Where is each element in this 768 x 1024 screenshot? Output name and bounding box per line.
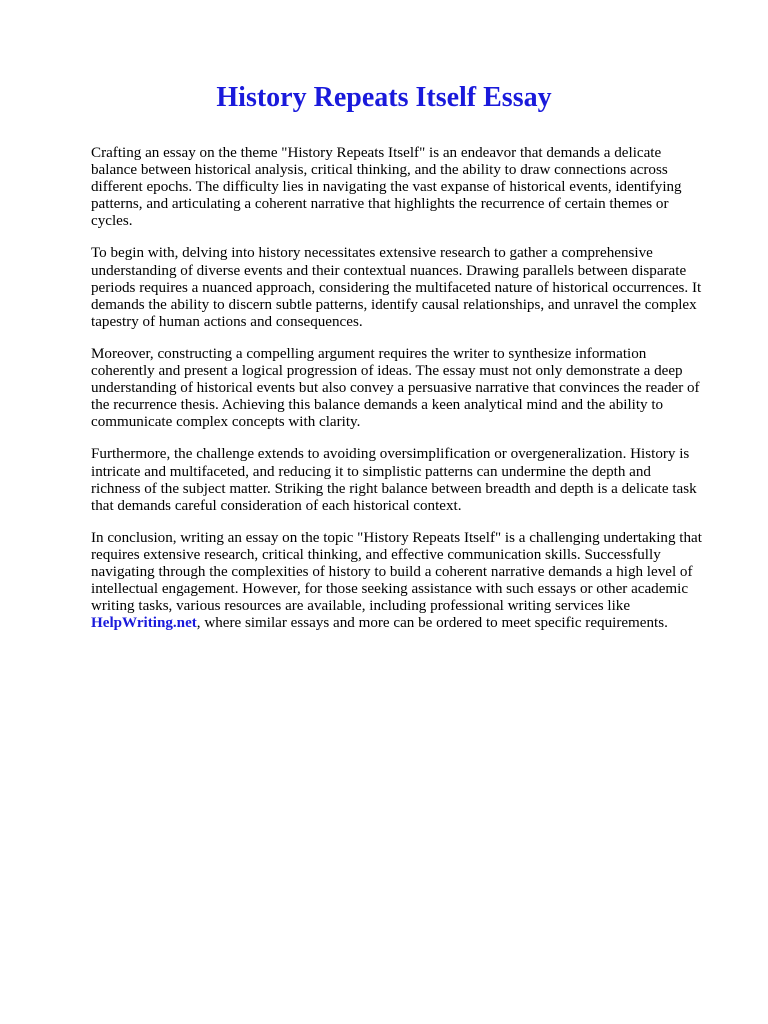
text-line: balance between historical analysis, critical thinking, and the ability to draw connections across <box>91 162 668 179</box>
text-line-with-link <box>91 615 731 632</box>
text-line: writing tasks, various resources are available, including professional writing services like <box>91 598 631 615</box>
paragraph-3 <box>91 346 731 431</box>
text-line: intellectual engagement. However, for those seeking assistance with such essays or other academic <box>91 581 689 598</box>
text-line: that demands careful consideration of each historical context. <box>91 497 462 514</box>
paragraph-5 <box>91 530 731 633</box>
text-line: In conclusion, writing an essay on the topic "History Repeats Itself" is a challenging undertaking that <box>91 529 702 546</box>
text-line: different epochs. The difficulty lies in navigating the vast expanse of historical events, identifying <box>91 179 682 196</box>
text-line: periods requires a nuanced approach, considering the multifaceted nature of historical occurrences. It <box>91 279 702 296</box>
paragraph-2 <box>91 245 731 330</box>
essay-body <box>91 145 731 647</box>
text-line: the recurrence thesis. Achieving this balance demands a keen analytical mind and the ability to <box>91 397 664 414</box>
text-line: Moreover, constructing a compelling argument requires the writer to synthesize information <box>91 345 647 362</box>
text-line: understanding of historical events but also convey a persuasive narrative that convinces the reader of <box>91 380 700 397</box>
text-line: coherently and present a logical progression of ideas. The essay must not only demonstrate a deep <box>91 363 683 380</box>
text-line: requires extensive research, critical thinking, and effective communication skills. Successfully <box>91 546 661 563</box>
text-line: demands the ability to discern subtle patterns, identify causal relationships, and unravel the complex <box>91 296 697 313</box>
text-line: cycles. <box>91 213 133 230</box>
text-line: patterns, and articulating a coherent narrative that highlights the recurrence of certain themes or <box>91 196 669 213</box>
text-line: richness of the subject matter. Striking the right balance between breadth and depth is a delicate task <box>91 480 697 497</box>
text-line: Furthermore, the challenge extends to avoiding oversimplification or overgeneralization. History is <box>91 446 690 463</box>
text-line: intricate and multifaceted, and reducing it to simplistic patterns can undermine the depth and <box>91 463 651 480</box>
paragraph-4 <box>91 446 731 514</box>
text-line: To begin with, delving into history necessitates extensive research to gather a comprehensive <box>91 245 653 262</box>
text-line: understanding of diverse events and their contextual nuances. Drawing parallels between disparate <box>91 262 687 279</box>
helpwriting-link[interactable]: HelpWriting.net <box>91 615 197 632</box>
text-line: Crafting an essay on the theme "History Repeats Itself" is an endeavor that demands a delicate <box>91 145 662 161</box>
text-line: communicate complex concepts with clarity. <box>91 414 361 431</box>
page-title: History Repeats Itself Essay <box>216 82 552 113</box>
link-trailing-text: , where similar essays and more can be ordered to meet specific requirements. <box>196 615 668 632</box>
text-line: navigating through the complexities of history to build a coherent narrative demands a high level of <box>91 563 693 580</box>
paragraph-1 <box>91 145 731 230</box>
text-line: tapestry of human actions and consequences. <box>91 313 363 330</box>
